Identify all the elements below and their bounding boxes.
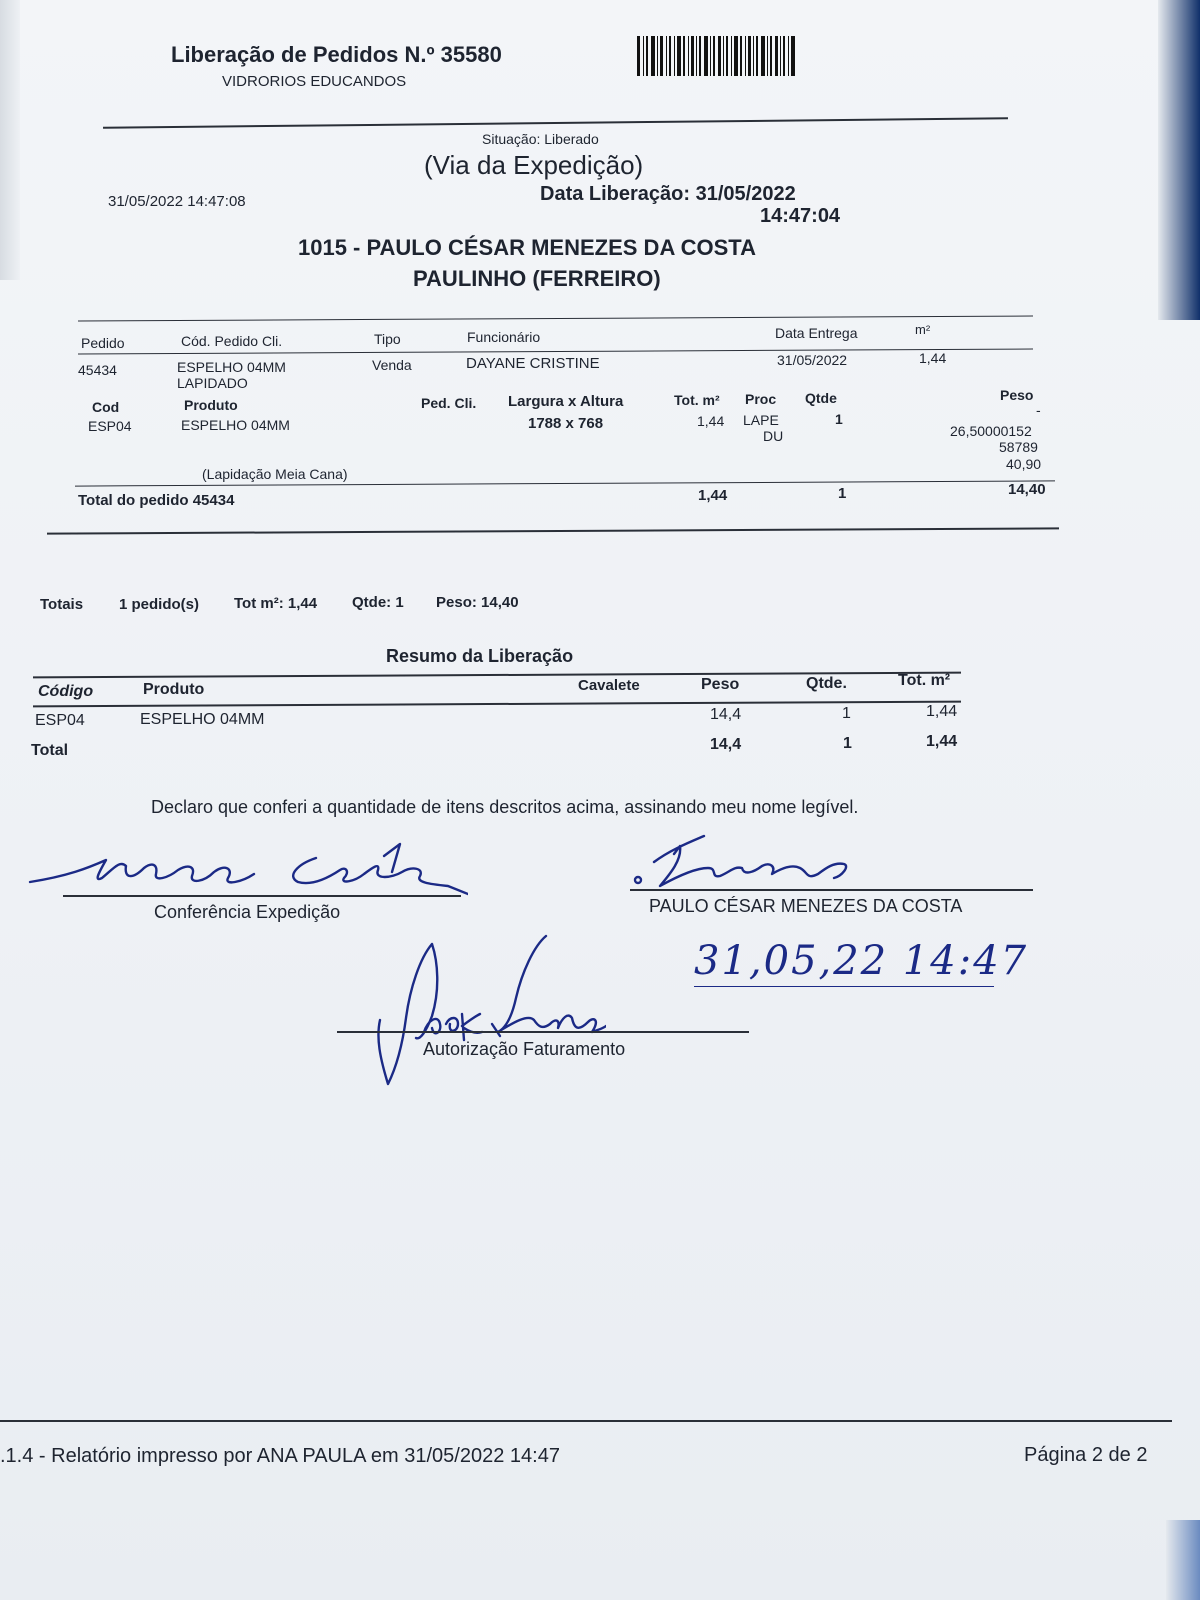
footer-page-number: Página 2 de 2 (1024, 1444, 1148, 1466)
totais-qtde: Qtde: 1 (352, 594, 404, 611)
client-signature-line (630, 889, 1033, 891)
resumo-total-tot-m2: 1,44 (926, 733, 958, 750)
order-table-header-rule (78, 348, 1033, 354)
col-peso: Peso (1000, 387, 1034, 403)
item-peso-value: 26,50000152 (950, 423, 1032, 439)
resumo-header-rule (33, 701, 961, 708)
resumo-col-codigo: Código (38, 683, 94, 700)
resumo-col-cavalete: Cavalete (578, 677, 640, 694)
order-table-top-rule (78, 315, 1033, 321)
totais-m2: Tot m²: 1,44 (234, 595, 318, 612)
printed-timestamp: 31/05/2022 14:47:08 (108, 193, 246, 210)
item-produto-value: ESPELHO 04MM (181, 417, 290, 433)
resumo-row-peso: 14,4 (710, 706, 742, 723)
item-peso-value-3: 40,90 (1006, 456, 1042, 472)
totais-peso: Peso: 14,40 (436, 594, 519, 611)
col-cod: Cod (92, 399, 120, 415)
via-label: (Via da Expedição) (424, 150, 644, 180)
col-tot-m2: Tot. m² (674, 392, 720, 408)
document-title: Liberação de Pedidos N.º 35580 (171, 42, 502, 67)
data-liberacao: Data Liberação: 31/05/2022 (540, 183, 796, 205)
col-funcionario: Funcionário (467, 329, 541, 345)
item-proc-value-2: DU (763, 428, 784, 444)
footer-printed-by: .1.4 - Relatório impresso por ANA PAULA em 31/05/2022 14:47 (0, 1445, 560, 1467)
order-cod-cli-value: ESPELHO 04MM (177, 359, 286, 375)
resumo-row-qtde: 1 (842, 705, 851, 722)
handwritten-date: 31,05,22 14:47 (694, 938, 1029, 984)
resumo-title: Resumo da Liberação (386, 646, 574, 666)
item-dimensions-value: 1788 x 768 (528, 415, 604, 432)
item-peso-value-2: 58789 (999, 439, 1038, 455)
col-tipo: Tipo (374, 331, 401, 347)
order-total-label: Total do pedido 45434 (78, 492, 235, 509)
conferencia-signature (28, 838, 468, 908)
data-liberacao-time: 14:47:04 (760, 205, 841, 227)
resumo-total-peso: 14,4 (710, 736, 742, 753)
order-tipo-value: Venda (372, 357, 412, 373)
resumo-col-tot-m2: Tot. m² (898, 672, 951, 689)
autorizacao-signature-line (337, 1031, 749, 1033)
col-produto: Produto (184, 397, 238, 413)
item-peso-dash: - (1036, 402, 1041, 418)
handwritten-date-underline (694, 986, 994, 987)
order-funcionario-value: DAYANE CRISTINE (466, 355, 600, 372)
company-name: VIDRORIOS EDUCANDOS (222, 73, 407, 90)
item-tot-m2-value: 1,44 (697, 413, 725, 429)
client-signature (630, 832, 870, 894)
order-pedido-value: 45434 (78, 362, 117, 378)
totais-pedidos: 1 pedido(s) (119, 596, 200, 613)
item-proc-value: LAPE (743, 412, 779, 428)
barcode (637, 36, 795, 76)
resumo-total-qtde: 1 (843, 735, 852, 752)
item-observation: (Lapidação Meia Cana) (202, 466, 348, 482)
col-largura-altura: Largura x Altura (508, 393, 624, 410)
col-qtde: Qtde (805, 390, 837, 406)
conferencia-signature-line (63, 895, 461, 897)
order-total-qtde: 1 (838, 485, 847, 502)
autorizacao-signature (366, 928, 606, 1088)
client-signature-name: PAULO CÉSAR MENEZES DA COSTA (649, 896, 963, 916)
background-edge (1158, 0, 1200, 320)
col-pedido: Pedido (81, 335, 125, 351)
autorizacao-label: Autorização Faturamento (423, 1039, 626, 1059)
resumo-col-produto: Produto (143, 681, 205, 698)
resumo-row-produto: ESPELHO 04MM (140, 711, 265, 728)
background-edge-lower (1166, 1520, 1200, 1600)
footer-rule (0, 1420, 1172, 1422)
order-block-bottom-rule (47, 527, 1059, 534)
resumo-row-tot-m2: 1,44 (926, 703, 958, 720)
col-data-entrega: Data Entrega (775, 325, 858, 341)
order-m2-value: 1,44 (919, 350, 947, 366)
resumo-col-qtde: Qtde. (806, 675, 847, 692)
resumo-row-codigo: ESP04 (35, 712, 85, 729)
header-rule (103, 117, 1008, 128)
situacao-label: Situação: Liberado (482, 131, 599, 147)
col-cod-pedido-cli: Cód. Pedido Cli. (181, 333, 283, 349)
col-m2: m² (915, 322, 931, 337)
underlying-page-edge (0, 0, 20, 280)
order-total-peso: 14,40 (1008, 481, 1046, 498)
order-cod-cli-value-2: LAPIDADO (177, 375, 248, 391)
declaration-text: Declaro que conferi a quantidade de itens descritos acima, assinando meu nome legível. (151, 797, 859, 817)
item-cod-value: ESP04 (88, 418, 132, 434)
col-proc: Proc (745, 391, 777, 407)
totais-label: Totais (40, 596, 84, 613)
col-ped-cli: Ped. Cli. (421, 395, 477, 411)
resumo-col-peso: Peso (701, 676, 740, 693)
order-data-entrega-value: 31/05/2022 (777, 352, 848, 368)
resumo-total-label: Total (31, 742, 69, 759)
order-total-m2: 1,44 (698, 487, 728, 504)
item-qtde-value: 1 (835, 411, 843, 427)
client-name: 1015 - PAULO CÉSAR MENEZES DA COSTA (298, 235, 756, 260)
conferencia-label: Conferência Expedição (154, 902, 341, 922)
client-nickname: PAULINHO (FERREIRO) (413, 266, 661, 291)
